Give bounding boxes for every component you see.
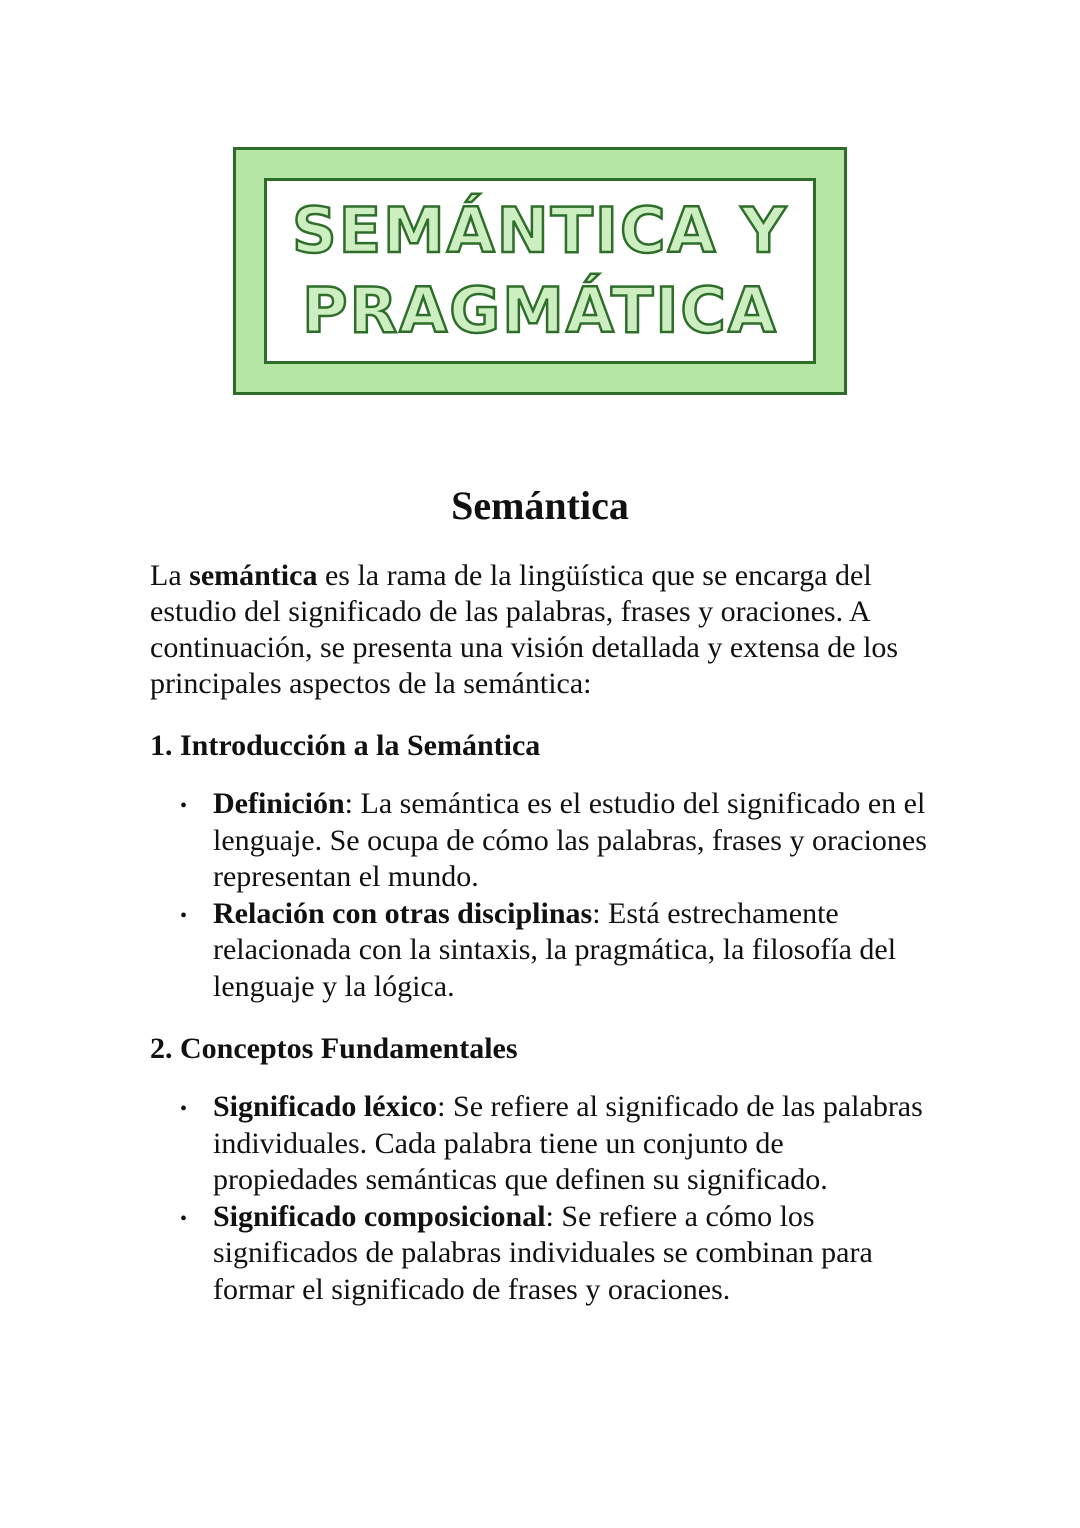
list-item-text: : La semántica es el estudio del significado en el lenguaje. Se ocupa de cómo las palabras, frases y oraciones representan el mundo.	[213, 787, 927, 893]
bullet-dot: •	[180, 795, 188, 817]
list-item-term: Relación con otras disciplinas	[213, 896, 593, 930]
section-title: Semántica	[451, 483, 629, 528]
subsection-heading-2: 2. Conceptos Fundamentales	[150, 1032, 518, 1065]
intro-text-after: es la rama de la lingüística que se encarga del estudio del significado de las palabras, frases y oraciones. A continuación, se presenta una visión detallada y extensa de los principales aspectos de la semántica:	[150, 559, 899, 700]
bullet-dot: •	[180, 1098, 188, 1120]
list-item	[150, 1089, 930, 1199]
banner-title-line-2: PRAGMÁTICA	[302, 274, 778, 347]
intro-bold-term: semántica	[189, 559, 318, 592]
title-banner	[233, 147, 847, 395]
list-item	[150, 1199, 930, 1309]
bullet-list-1	[150, 786, 930, 1005]
list-item-term: Definición	[213, 787, 345, 820]
subsection-heading-1: 1. Introducción a la Semántica	[150, 729, 541, 762]
title-banner-inner	[264, 178, 816, 364]
list-item	[150, 786, 930, 896]
list-item-text: : Se refiere al significado de las palabras individuales. Cada palabra tiene un conjunto de propiedades semánticas que definen su significado.	[213, 1090, 923, 1196]
list-item-text: : Está estrechamente relacionada con la sintaxis, la pragmática, la filosofía del lenguaje y la lógica.	[213, 896, 897, 1003]
list-item-text: : Se refiere a cómo los significados de palabras individuales se combinan para formar el significado de frases y oraciones.	[213, 1199, 873, 1306]
list-item-term: Significado léxico	[213, 1090, 438, 1123]
list-item	[150, 896, 930, 1006]
bullet-list-2	[150, 1089, 930, 1308]
document-body	[150, 478, 930, 1308]
banner-title-line-1: SEMÁNTICA Y	[292, 194, 788, 267]
list-item-term: Significado composicional	[213, 1199, 546, 1233]
intro-text-before: La	[150, 559, 190, 592]
intro-paragraph	[150, 558, 930, 702]
bullet-dot: •	[180, 904, 188, 927]
bullet-dot: •	[180, 1207, 188, 1230]
